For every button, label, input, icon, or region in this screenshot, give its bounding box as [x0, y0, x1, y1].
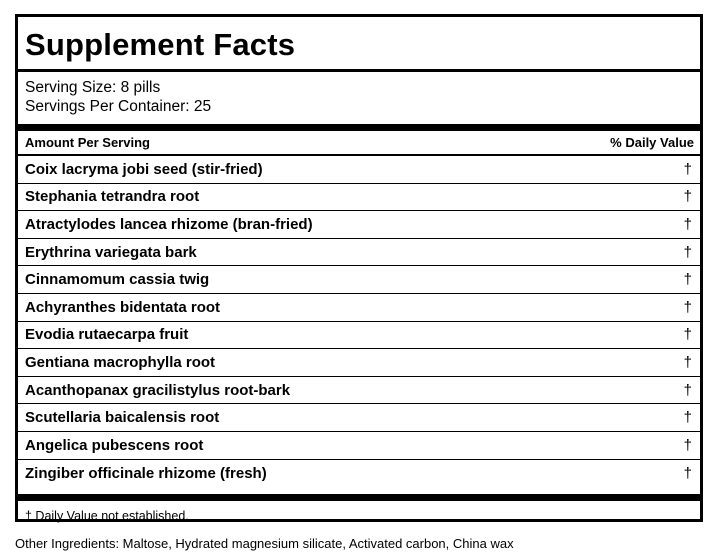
table-row [18, 322, 700, 350]
ingredient-daily-value: † [683, 409, 692, 427]
thick-divider-bottom [18, 494, 700, 501]
ingredient-daily-value: † [683, 326, 692, 344]
ingredient-daily-value: † [683, 243, 692, 261]
ingredient-name: Achyranthes bidentata root [25, 298, 221, 316]
table-row [18, 266, 700, 294]
table-row [18, 377, 700, 405]
daily-value-label: % Daily Value [610, 135, 694, 150]
ingredient-name: Coix lacryma jobi seed (stir-fried) [25, 160, 263, 178]
ingredient-name: Atractylodes lancea rhizome (bran-fried) [25, 215, 313, 233]
ingredient-daily-value: † [683, 298, 692, 316]
table-row [18, 294, 700, 322]
table-row [18, 211, 700, 239]
servings-per-container: Servings Per Container: 25 [25, 98, 212, 115]
row-spacer [18, 487, 700, 494]
table-header [18, 131, 700, 156]
ingredient-name: Acanthopanax gracilistylus root-bark [25, 381, 291, 399]
table-row [18, 349, 700, 377]
ingredient-daily-value: † [683, 188, 692, 206]
table-row [18, 404, 700, 432]
other-ingredients: Other Ingredients: Maltose, Hydrated magnesium silicate, Activated carbon, China wax [15, 536, 514, 551]
ingredient-name: Evodia rutaecarpa fruit [25, 326, 189, 344]
ingredient-list [18, 156, 700, 487]
table-row [18, 432, 700, 460]
serving-info [18, 72, 700, 124]
serving-size: Serving Size: 8 pills [25, 79, 161, 96]
table-row [18, 184, 700, 212]
table-row [18, 239, 700, 267]
ingredient-name: Scutellaria baicalensis root [25, 409, 220, 427]
ingredient-name: Zingiber officinale rhizome (fresh) [25, 464, 267, 482]
ingredient-daily-value: † [683, 215, 692, 233]
table-row [18, 156, 700, 184]
footnote: † Daily Value not established. [25, 509, 189, 524]
supplement-facts-panel [15, 14, 703, 522]
ingredient-daily-value: † [683, 436, 692, 454]
ingredient-daily-value: † [683, 464, 692, 482]
panel-title: Supplement Facts [18, 17, 700, 72]
ingredient-name: Cinnamomum cassia twig [25, 271, 210, 289]
thick-divider-top [18, 124, 700, 131]
ingredient-daily-value: † [683, 160, 692, 178]
ingredient-daily-value: † [683, 381, 692, 399]
ingredient-daily-value: † [683, 353, 692, 371]
amount-per-serving-label: Amount Per Serving [25, 135, 150, 150]
ingredient-name: Gentiana macrophylla root [25, 353, 216, 371]
ingredient-name: Erythrina variegata bark [25, 243, 197, 261]
table-row [18, 460, 700, 488]
ingredient-name: Angelica pubescens root [25, 436, 204, 454]
ingredient-daily-value: † [683, 271, 692, 289]
ingredient-name: Stephania tetrandra root [25, 188, 200, 206]
